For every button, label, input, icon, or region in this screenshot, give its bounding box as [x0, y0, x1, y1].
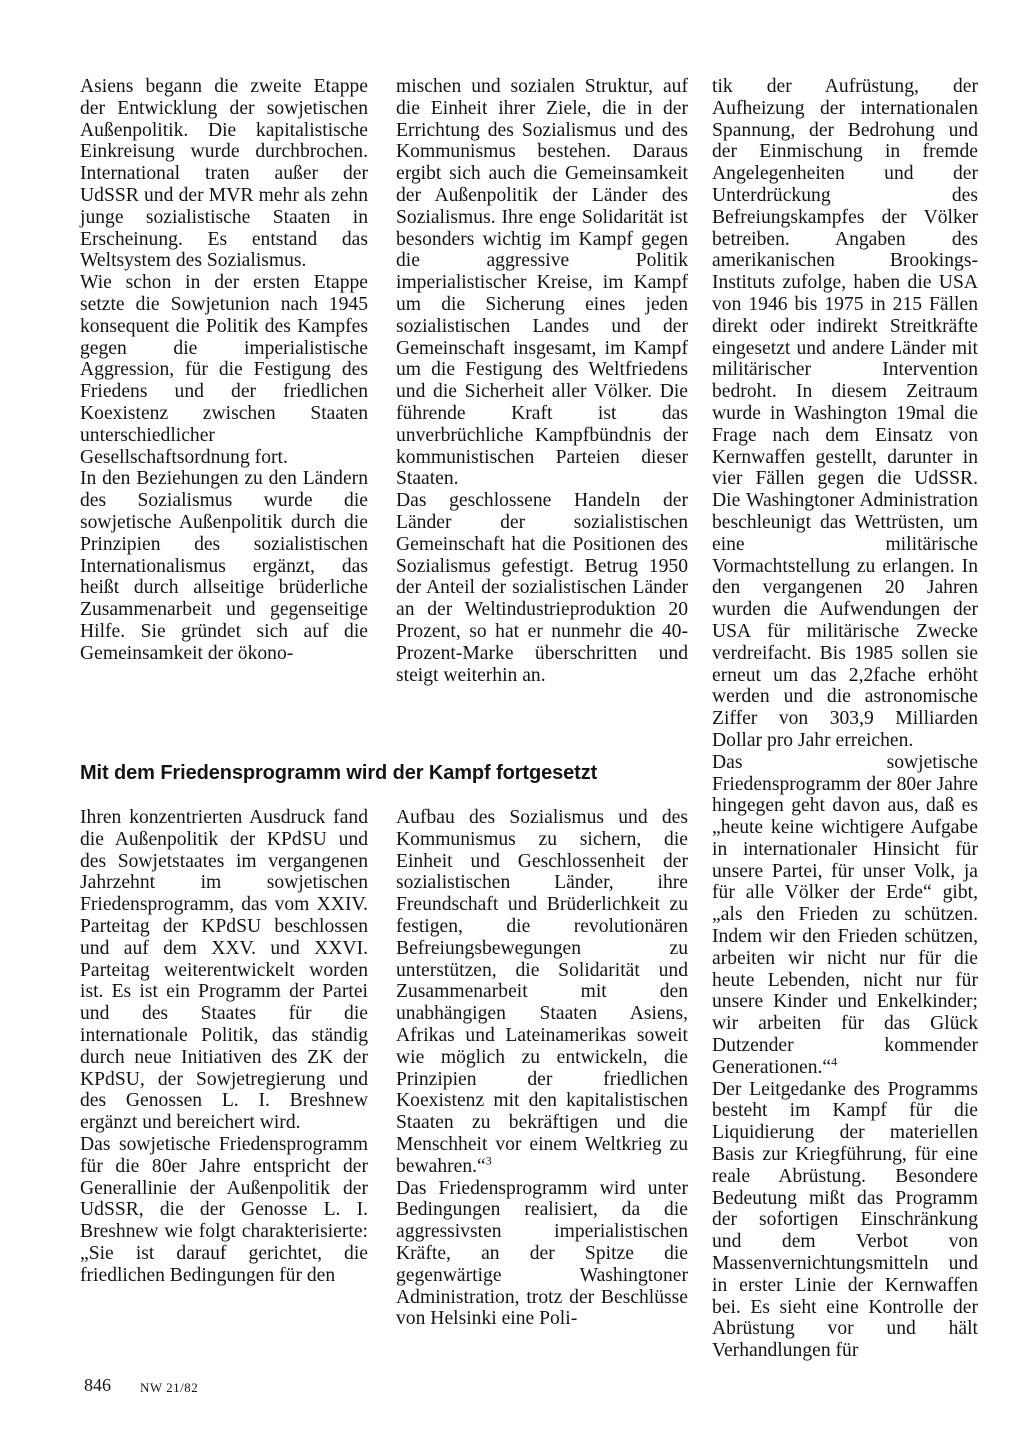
- page-number: 846: [84, 1375, 111, 1395]
- paragraph: Das geschlossene Handeln der Länder der sozialistischen Gemeinschaft hat die Positionen des Sozialismus gefestigt. Betrug 1950 der Anteil der sozialistischen Länder an der Weltindustrieproduktion 20 Prozent, so hat er nunmehr die 40-Prozent-Marke überschritten und steigt weiterhin an.: [396, 490, 688, 686]
- paragraph: Das sowjetische Friedensprogramm für die 80er Jahre entspricht der Generallinie der Außenpolitik der UdSSR, die der Genosse L. I. Breshnew wie folgt charakterisierte: „Sie ist darauf gerichtet, die friedlichen Bedingungen für den: [80, 1133, 368, 1286]
- paragraph-text: Das sowjetische Friedensprogramm der 80er Jahre hingegen geht davon aus, daß es „heute keine wichtigere Aufgabe in internationaler Hinsicht für unsere Partei, für unser Volk, ja für alle Völker der Erde“ gibt, „als den Frieden zu schützen. Indem wir den Frieden schützen, arbeiten wir nicht nur für die heute Lebenden, nicht nur für unsere Kinder und Enkelkinder; wir arbeiten für das Glück Dutzender kommender Generationen.“: [712, 751, 978, 1078]
- paragraph: [712, 752, 978, 1079]
- paragraph: Das Friedensprogramm wird unter Bedingungen realisiert, da die aggressivsten imperialistischen Kräfte, an der Spitze die gegenwärtige Washingtoner Administration, trotz der Beschlüsse von Helsinki eine Poli-: [396, 1177, 688, 1330]
- paragraph: mischen und sozialen Struktur, auf die Einheit ihrer Ziele, die in der Errichtung des Sozialismus und des Kommunismus bestehen. Daraus ergibt sich auch die Gemeinsamkeit der Außenpolitik der Länder des Sozialismus. Ihre enge Solidarität ist besonders wichtig im Kampf gegen die aggressive Politik imperialistischer Kreise, im Kampf um die Sicherung eines jeden sozialistischen Landes und der Gemeinschaft insgesamt, im Kampf um die Festigung des Weltfriedens und die Sicherheit aller Völker. Die führende Kraft ist das unverbrüchliche Kampfbündnis der kommunistischen Parteien dieser Staaten.: [396, 76, 688, 490]
- column-3: [712, 76, 978, 1362]
- issue-label: NW 21/82: [140, 1380, 199, 1395]
- column-1-upper: [80, 76, 368, 665]
- paragraph: tik der Aufrüstung, der Aufheizung der internationalen Spannung, der Bedrohung und der Einmischung in fremde Angelegenheiten und der Unterdrückung des Befreiungskampfes der Völker betreiben. Angaben des amerikanischen Brookings-Instituts zufolge, haben die USA von 1946 bis 1975 in 215 Fällen direkt oder indirekt Streitkräfte eingesetzt und andere Länder mit militärischer Intervention bedroht. In diesem Zeitraum wurde in Washington 19mal die Frage nach dem Einsatz von Kernwaffen gestellt, darunter in vier Fällen gegen die UdSSR. Die Washingtoner Administration beschleunigt das Wettrüsten, um eine militärische Vormachtstellung zu erlangen. In den vergangenen 20 Jahren wurden die Aufwendungen der USA für militärische Zwecke verdreifacht. Bis 1985 sollen sie erneut um das 2,2fache erhöht werden und die astronomische Ziffer von 303,9 Milliarden Dollar pro Jahr erreichen.: [712, 76, 978, 751]
- section-heading: Mit dem Friedensprogramm wird der Kampf fortgesetzt: [80, 762, 598, 784]
- paragraph: Der Leitgedanke des Programms besteht im Kampf für die Liquidierung der materiellen Basis zur Kriegführung, für eine reale Abrüstung. Besondere Bedeutung mißt das Programm der sofortigen Einschränkung und dem Verbot von Massenvernichtungsmitteln und in erster Linie der Kernwaffen bei. Es sieht eine Kontrolle der Abrüstung vor und hält Verhandlungen für: [712, 1078, 978, 1362]
- column-2-upper: [396, 76, 688, 686]
- column-1-lower: [80, 807, 368, 1287]
- paragraph: [396, 807, 688, 1178]
- column-2-lower: [396, 807, 688, 1330]
- paragraph: Wie schon in der ersten Etappe setzte die Sowjetunion nach 1945 konsequent die Politik des Kampfes gegen die imperialistische Aggression, für die Festigung des Friedens und der friedlichen Koexistenz zwischen Staaten unterschiedlicher Gesellschaftsordnung fort.: [80, 272, 368, 468]
- paragraph: Asiens begann die zweite Etappe der Entwicklung der sowjetischen Außenpolitik. Die kapitalistische Einkreisung wurde durchbrochen. International traten außer der UdSSR und der MVR mehr als zehn junge sozialistische Staaten in Erscheinung. Es entstand das Weltsystem des Sozialismus.: [80, 76, 368, 272]
- footnote-marker: 4: [831, 1054, 838, 1069]
- paragraph: Ihren konzentrierten Ausdruck fand die Außenpolitik der KPdSU und des Sowjetstaates im vergangenen Jahrzehnt im sowjetischen Friedensprogramm, das vom XXIV. Parteitag der KPdSU beschlossen und auf dem XXV. und XXVI. Parteitag weiterentwickelt worden ist. Es ist ein Programm der Partei und des Staates für die internationale Politik, das ständig durch neue Initiativen des ZK der KPdSU, der Sowjetregierung und des Genossen L. I. Breshnew ergänzt und bereichert wird.: [80, 807, 368, 1134]
- paragraph: In den Beziehungen zu den Ländern des Sozialismus wurde die sowjetische Außenpolitik durch die Prinzipien des sozialistischen Internationalismus ergänzt, das heißt durch allseitige brüderliche Zusammenarbeit und gegenseitige Hilfe. Sie gründet sich auf die Gemeinsamkeit der ökono-: [80, 468, 368, 664]
- footnote-marker: 3: [485, 1153, 492, 1168]
- paragraph-text: Aufbau des Sozialismus und des Kommunismus zu sichern, die Einheit und Geschlossenheit der sozialistischen Länder, ihre Freundschaft und Brüderlichkeit zu festigen, die revolutionären Befreiungsbewegungen zu unterstützen, die Solidarität und Zusammenarbeit mit den unabhängigen Staaten Asiens, Afrikas und Lateinamerikas soweit wie möglich zu entwickeln, die Prinzipien der friedlichen Koexistenz mit den kapitalistischen Staaten zu bekräftigen und die Menschheit vor einem Weltkrieg zu bewahren.“: [396, 807, 688, 1177]
